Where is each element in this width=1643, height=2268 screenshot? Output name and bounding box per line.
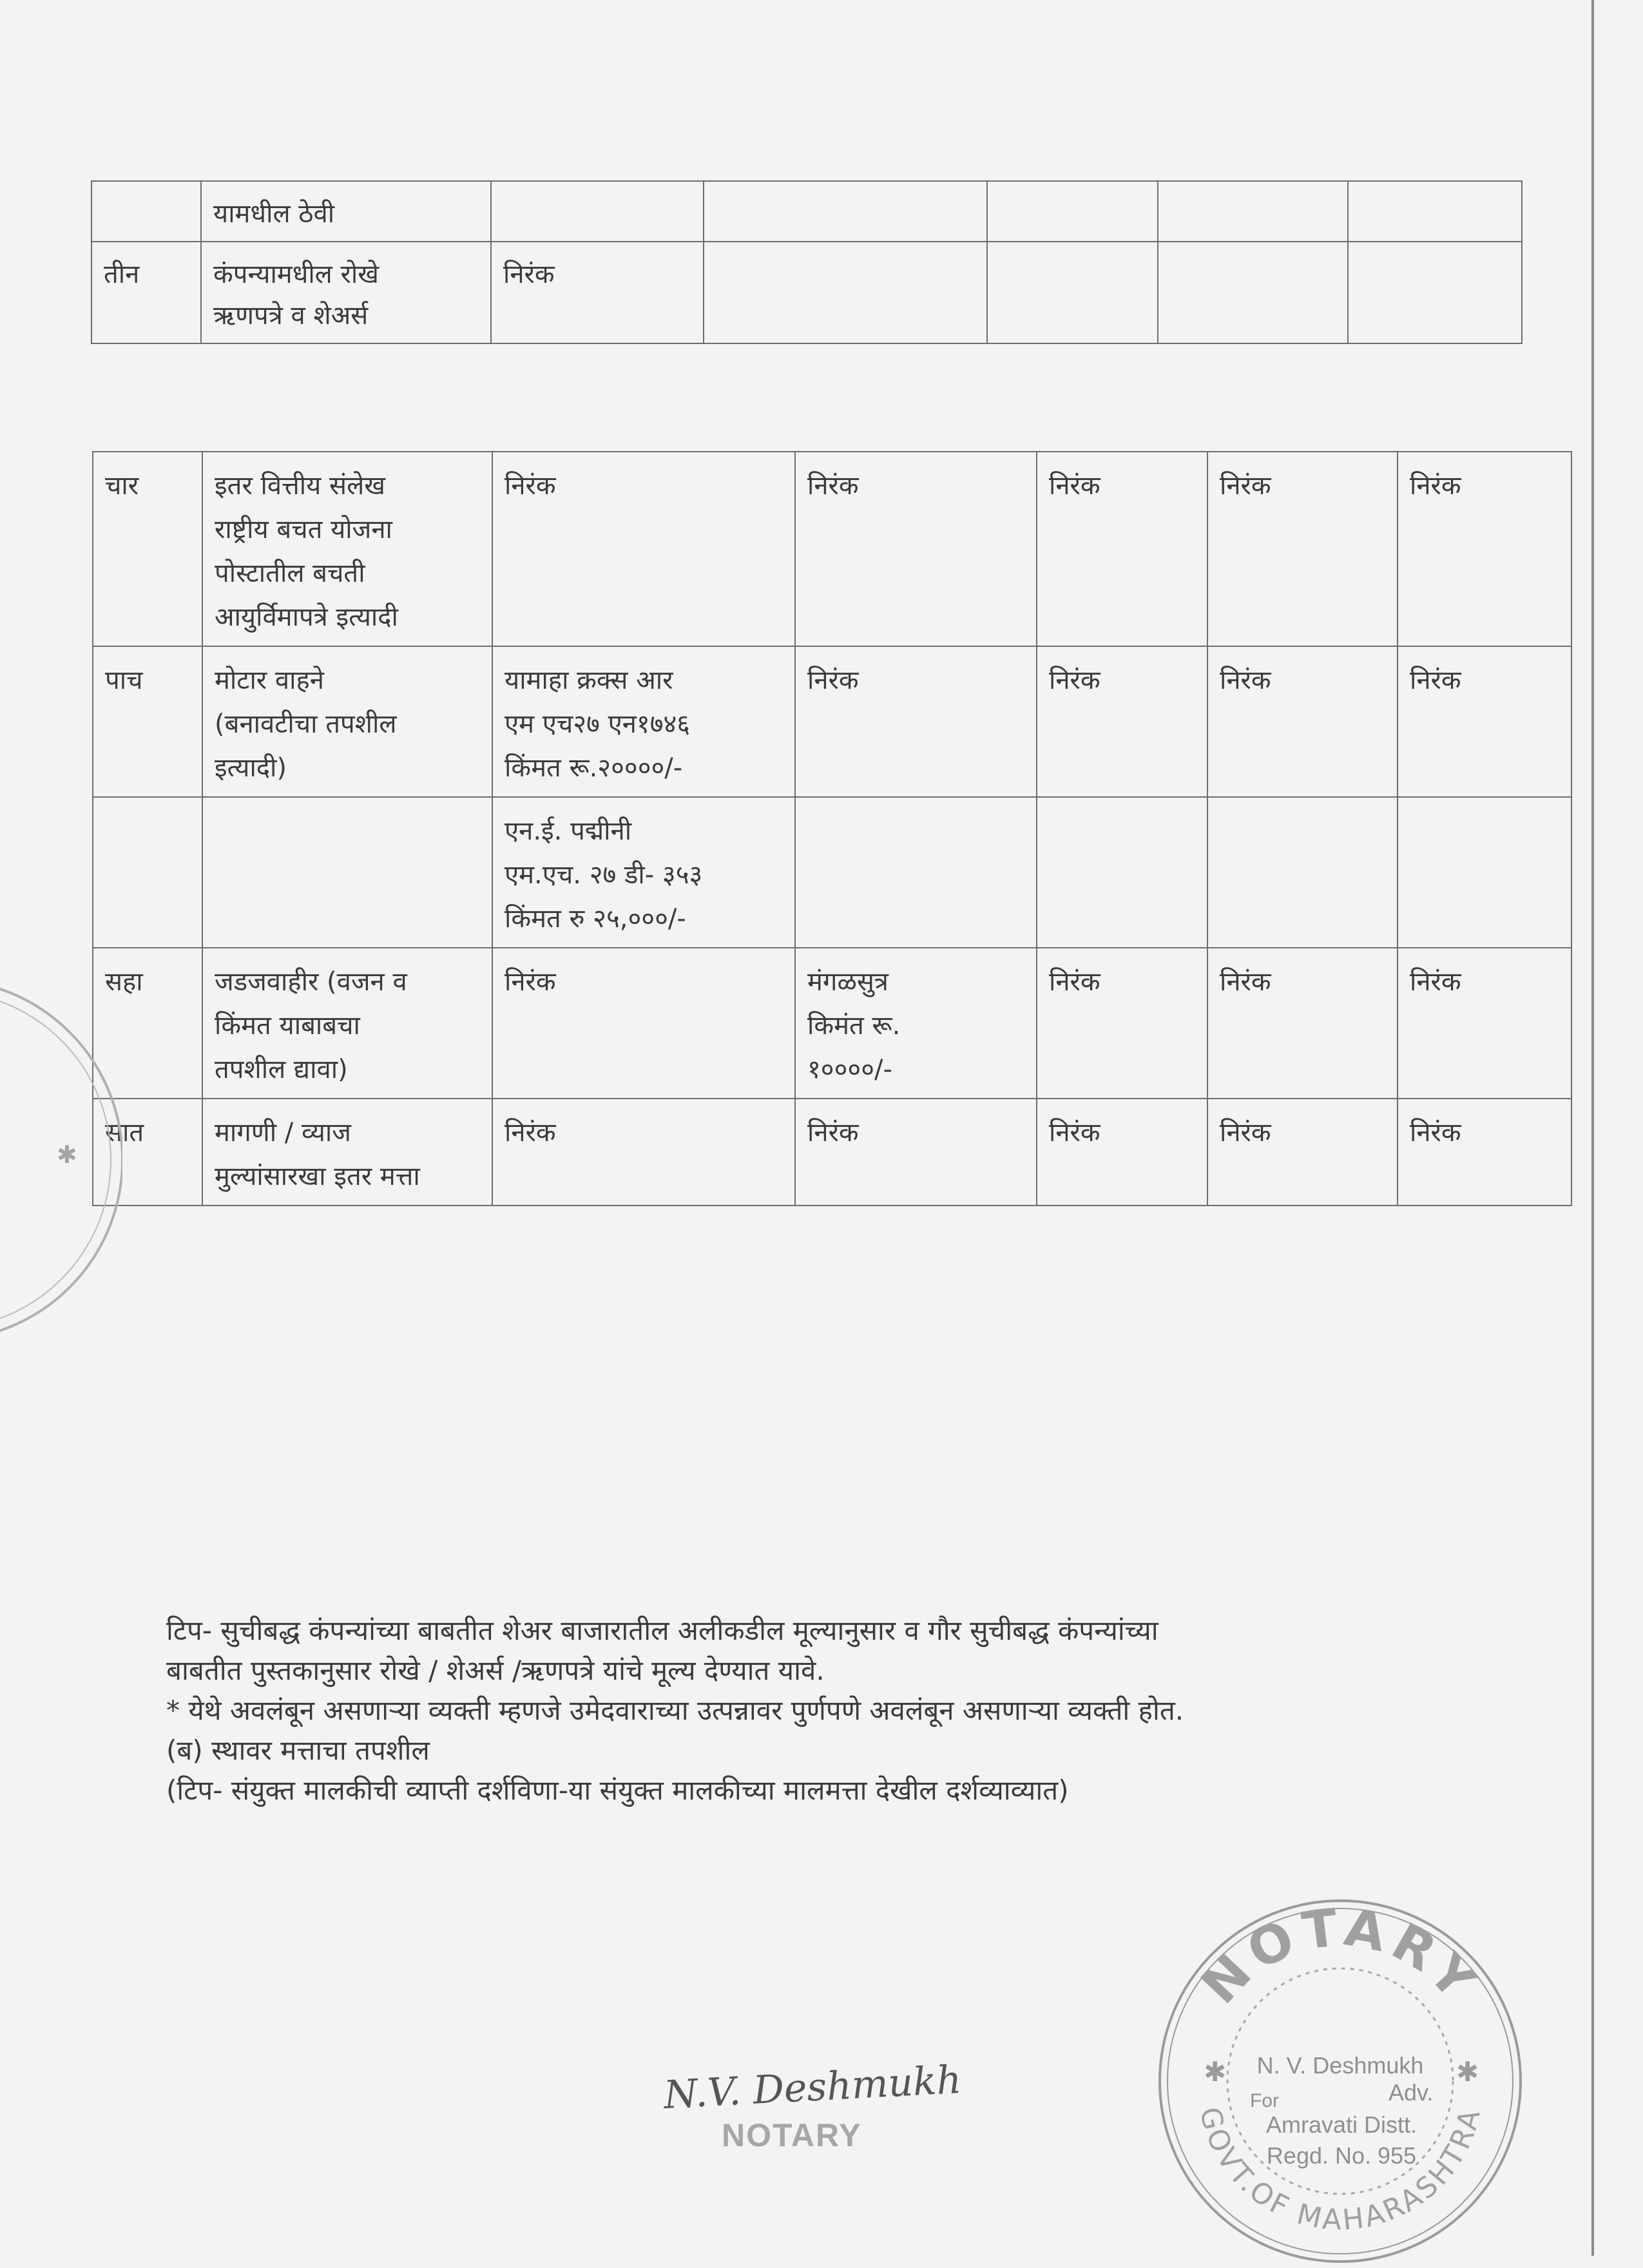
- cell-line: यामाहा क्रक्स आर: [504, 666, 673, 695]
- description-line: (बनावटीचा तपशील: [215, 709, 397, 739]
- row-number: सहा: [93, 948, 202, 1099]
- note-line: (ब) स्थावर मत्ताचा तपशील: [166, 1735, 430, 1766]
- cell-value: [492, 797, 795, 948]
- row-description: [201, 242, 491, 343]
- seal-for: For: [1250, 2090, 1279, 2111]
- page-edge-shadow: [1591, 0, 1594, 2256]
- description-line: इतर वित्तीय संलेख: [215, 471, 385, 501]
- assets-table-part-2: [92, 451, 1572, 1206]
- seal-name: N. V. Deshmukh: [1256, 2052, 1424, 2079]
- row-description: [202, 646, 492, 797]
- cell-value: निरंक: [1207, 646, 1398, 797]
- cell-value: [492, 1099, 795, 1206]
- handwritten-signature: N.V. Deshmukh: [662, 2057, 963, 2119]
- cell-value: [1398, 797, 1571, 948]
- cell-value: निरंक: [1398, 1099, 1571, 1206]
- cell-line: निरंक: [807, 1118, 859, 1148]
- cell-value: [795, 1099, 1037, 1206]
- cell-value: निरंक: [1037, 1099, 1207, 1206]
- cell-value: [1158, 242, 1348, 343]
- cell-value: [1037, 797, 1207, 948]
- row-number: सात: [93, 1099, 202, 1206]
- note-line: (टिप- संयुक्त मालकीची व्याप्ती दर्शविणा-या संयुक्त मालकीच्या मालमत्ता देखील दर्शव्याव्यात): [166, 1774, 1069, 1806]
- partial-seal-ring: [0, 991, 111, 1329]
- description-line: मोटार वाहने: [215, 666, 324, 695]
- notary-label: NOTARY: [722, 2117, 862, 2153]
- footnotes: [166, 1611, 1519, 1811]
- table-row: [93, 452, 1571, 646]
- table2-body: [93, 452, 1571, 1206]
- description-line: मागणी / व्याज: [215, 1118, 351, 1148]
- note-line: टिप- सुचीबद्ध कंपन्यांच्या बाबतीत शेअर बाजारातील अलीकडील मूल्यानुसार व गौर सुचीबद्ध कंपन्यांच्या: [166, 1615, 1158, 1646]
- seal-regd: Regd. No. 955: [1266, 2142, 1417, 2169]
- cell-value: निरंक: [1398, 452, 1571, 646]
- cell-line: निरंक: [504, 1118, 556, 1148]
- cell-line: मंगळसुत्र: [807, 967, 889, 997]
- row-number: चार: [93, 452, 202, 646]
- cell-line: निरंक: [807, 666, 859, 695]
- seal-star-icon: ✱: [1204, 2056, 1227, 2088]
- cell-value: निरंक: [1207, 948, 1398, 1099]
- cell-value: [987, 242, 1158, 343]
- seal-star-icon: ✱: [1456, 2056, 1479, 2088]
- cell-value: [704, 181, 987, 242]
- cell-value: [795, 646, 1037, 797]
- seal-adv: Adv.: [1388, 2079, 1434, 2106]
- cell-line: एम.एच. २७ डी- ३५३: [504, 860, 703, 890]
- seal-district: Amravati Distt.: [1265, 2111, 1417, 2138]
- cell-value: [492, 452, 795, 646]
- table-row: [93, 797, 1571, 948]
- cell-value: निरंक: [1037, 948, 1207, 1099]
- note-line: बाबतीत पुस्तकानुसार रोखे / शेअर्स /ऋणपत्रे यांचे मूल्य देण्यात यावे.: [166, 1655, 825, 1686]
- seal-bottom-arc-text: GOVT.OF MAHARASHTRA: [1193, 2104, 1488, 2237]
- cell-line: निरंक: [504, 471, 556, 501]
- note-line: * येथे अवलंबून असणाऱ्या व्यक्ती म्हणजे उमेदवाराच्या उत्पन्नावर पुर्णपणे अवलंबून असणाऱ्या व्यक्ती होत.: [166, 1695, 1184, 1726]
- cell-line: निरंक: [504, 967, 556, 997]
- cell-line: निरंक: [807, 471, 859, 501]
- seal-top-arc-text: NOTARY: [1189, 1897, 1492, 2015]
- description-line: तपशील द्यावा): [215, 1055, 348, 1084]
- table-row: [91, 181, 1522, 242]
- cell-value: [1158, 181, 1348, 242]
- row-description: [202, 948, 492, 1099]
- row-description: [202, 1099, 492, 1206]
- notary-seal-stamp: [1153, 1894, 1527, 2268]
- cell-line: किमंत रू.: [807, 1011, 901, 1041]
- description-line: ऋणपत्रे व शेअर्स: [213, 301, 369, 331]
- cell-value: [491, 181, 704, 242]
- cell-line: किंमत रु २५,०००/-: [504, 904, 686, 934]
- table1-body: [91, 181, 1522, 343]
- cell-value: [704, 242, 987, 343]
- cell-value: [987, 181, 1158, 242]
- cell-value: [795, 797, 1037, 948]
- row-description: [202, 797, 492, 948]
- cell-value: निरंक: [491, 242, 704, 343]
- description-line: राष्ट्रीय बचत योजना: [215, 515, 392, 544]
- cell-line: एन.ई. पद्मीनी: [504, 816, 632, 846]
- table-row: [93, 1099, 1571, 1206]
- cell-value: [795, 948, 1037, 1099]
- cell-value: निरंक: [1207, 1099, 1398, 1206]
- description-line: आयुर्विमापत्रे इत्यादी: [215, 602, 398, 632]
- cell-line: एम एच२७ एन१७४६: [504, 709, 691, 739]
- description-line: मुल्यांसारखा इतर मत्ता: [215, 1162, 420, 1191]
- cell-value: [1348, 242, 1522, 343]
- cell-line: किंमत रू.२००००/-: [504, 753, 683, 783]
- cell-value: [492, 646, 795, 797]
- description-line: कंपन्यामधील रोखे: [213, 260, 379, 289]
- table-row: [93, 948, 1571, 1099]
- cell-value: [1348, 181, 1522, 242]
- cell-value: निरंक: [1037, 646, 1207, 797]
- cell-value: निरंक: [1207, 452, 1398, 646]
- row-number: पाच: [93, 646, 202, 797]
- assets-table-part-1: [91, 180, 1523, 344]
- row-description: [202, 452, 492, 646]
- cell-line: १००००/-: [807, 1055, 892, 1084]
- description-line: पोस्टातील बचती: [215, 559, 365, 588]
- description-line: यामधील ठेवी: [213, 199, 335, 229]
- partial-seal-stamp: [0, 966, 122, 1353]
- cell-value: [492, 948, 795, 1099]
- seal-star-icon: ✱: [57, 1140, 77, 1169]
- description-line: इत्यादी): [215, 753, 287, 783]
- table-row: [91, 242, 1522, 343]
- description-line: जडजवाहीर (वजन व: [215, 967, 407, 997]
- description-line: किंमत याबाबचा: [215, 1011, 360, 1041]
- row-description: [201, 181, 491, 242]
- cell-value: निरंक: [1398, 948, 1571, 1099]
- row-number: तीन: [91, 242, 201, 343]
- cell-value: [795, 452, 1037, 646]
- cell-value: [1207, 797, 1398, 948]
- cell-value: निरंक: [1398, 646, 1571, 797]
- row-number: [93, 797, 202, 948]
- table-row: [93, 646, 1571, 797]
- row-number: [91, 181, 201, 242]
- cell-value: निरंक: [1037, 452, 1207, 646]
